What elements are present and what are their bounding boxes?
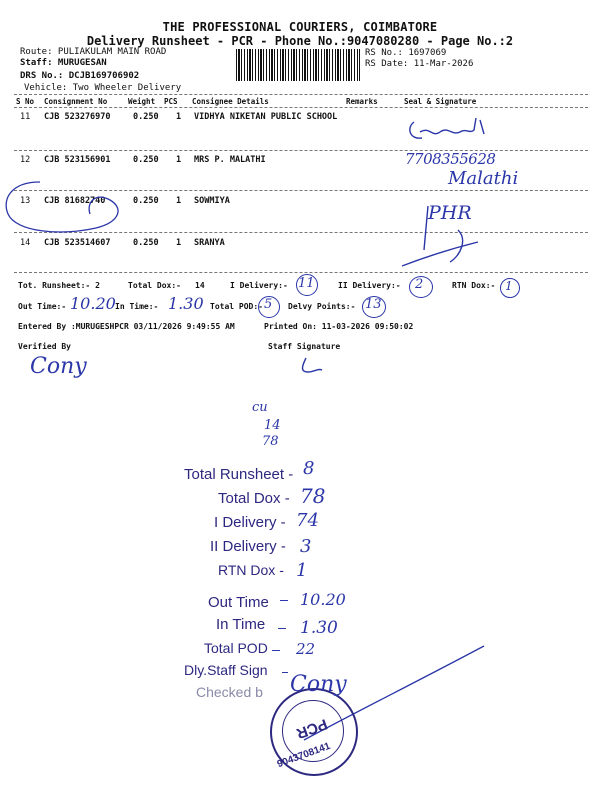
- row-11-pcs: 1: [176, 112, 182, 122]
- dash-mark: [272, 650, 280, 651]
- col-pcs: PCS: [164, 97, 178, 106]
- tally-78: 78: [262, 434, 279, 449]
- entered-by: Entered By :MURUGESHPCR 03/11/2026 9:49:55 AM: [18, 322, 235, 331]
- stamp-rtn-dox: RTN Dox -: [218, 562, 284, 578]
- stamp-checked-by: Checked b: [196, 684, 263, 700]
- col-remarks: Remarks: [346, 97, 378, 106]
- ii-delivery-value: 2: [415, 277, 424, 292]
- dash-mark: [280, 600, 288, 601]
- summary-in-time: 1.30: [300, 618, 338, 638]
- row-13-sno: 13: [20, 196, 31, 206]
- staff: Staff: MURUGESAN: [20, 58, 107, 68]
- stamp-ii-delivery: II Delivery -: [210, 538, 286, 555]
- tot-runsheet: Tot. Runsheet:- 2: [18, 281, 100, 290]
- rtn-dox-value: 1: [505, 279, 513, 293]
- total-pod-value: 5: [264, 297, 273, 312]
- row-13-consignment: CJB 81682740: [44, 196, 106, 206]
- staff-signature-label: Staff Signature: [268, 342, 341, 351]
- seal-number: 9043708141: [275, 740, 332, 771]
- col-weight: Weight: [128, 97, 156, 106]
- row-11-consignee: VIDHYA NIKETAN PUBLIC SCHOOL: [194, 112, 338, 122]
- rs-number: RS No.: 1697069: [365, 48, 447, 58]
- printed-on: Printed On: 11-03-2026 09:50:02: [264, 322, 414, 331]
- rtn-dox-label: RTN Dox:-: [452, 281, 496, 290]
- summary-out-time: 10.20: [300, 590, 346, 609]
- delvy-points-label: Delvy Points:-: [288, 302, 356, 311]
- stamp-total-pod: Total POD: [204, 640, 268, 656]
- summary-total-dox: 78: [300, 484, 326, 508]
- rs-date: RS Date: 11-Mar-2026: [365, 59, 474, 69]
- company-title: THE PROFESSIONAL COURIERS, COIMBATORE: [162, 20, 438, 34]
- signature-row-11: [400, 108, 520, 148]
- row-14-consignee: SRANYA: [194, 238, 225, 248]
- summary-total-pod: 22: [296, 640, 316, 658]
- row-11-consignment: CJB 523276970: [44, 112, 111, 122]
- row-13-pcs: 1: [176, 196, 182, 206]
- stamp-i-delivery: I Delivery -: [214, 514, 286, 531]
- route: Route: PULIAKULAM MAIN ROAD: [20, 47, 167, 57]
- total-dox-label: Total Dox:-: [128, 281, 181, 290]
- col-consignment: Consignment No: [44, 97, 108, 106]
- dash-mark: [282, 672, 288, 673]
- checked-signature: Cony: [290, 672, 347, 697]
- row-14-pcs: 1: [176, 238, 182, 248]
- row-divider: [14, 272, 588, 273]
- summary-i-delivery: 74: [296, 510, 319, 531]
- out-time-value: 10.20: [70, 294, 116, 313]
- row-12-consignee: MRS P. MALATHI: [194, 155, 266, 165]
- tally-14: 14: [264, 418, 281, 433]
- out-time-label: Out Time:-: [18, 302, 67, 311]
- signature-row-13: PHR: [428, 202, 472, 224]
- stamp-out-time: Out Time: [208, 594, 269, 611]
- row-12-consignment: CJB 523156901: [44, 155, 111, 165]
- row-13-consignee: SOWMIYA: [194, 196, 230, 206]
- runsheet-title: Delivery Runsheet - PCR - Phone No.:9047080280 - Page No.:2: [86, 34, 514, 48]
- row-11-weight: 0.250: [133, 112, 159, 122]
- seal-text: PCR: [294, 715, 330, 742]
- row-divider: [14, 150, 588, 151]
- row-12-weight: 0.250: [133, 155, 159, 165]
- row-14-weight: 0.250: [133, 238, 159, 248]
- stamp-total-dox: Total Dox -: [218, 490, 290, 507]
- vehicle: Vehicle: Two Wheeler Delivery: [24, 83, 182, 93]
- delvy-points-value: 13: [365, 297, 382, 312]
- verified-signature: Cony: [30, 354, 87, 379]
- row-12-pcs: 1: [176, 155, 182, 165]
- staff-signature-mark: [296, 356, 326, 376]
- summary-ii-delivery: 3: [300, 536, 312, 557]
- stamp-total-runsheet: Total Runsheet -: [184, 466, 294, 483]
- row-12-sno: 12: [20, 155, 31, 165]
- total-pod-label: Total POD:-: [210, 302, 263, 311]
- in-time-value: 1.30: [168, 294, 204, 313]
- i-delivery-label: I Delivery:-: [230, 281, 288, 290]
- total-dox-value: 14: [195, 281, 205, 290]
- drs-number: DRS No.: DCJB169706902: [20, 71, 140, 81]
- row-13-weight: 0.250: [133, 196, 159, 206]
- tally-cm: cu: [252, 400, 268, 415]
- dash-mark: [278, 628, 286, 629]
- verified-by-label: Verified By: [18, 342, 71, 351]
- stamp-in-time: In Time: [216, 616, 266, 633]
- col-consignee: Consignee Details: [192, 97, 269, 106]
- signature-row-12-name: Malathi: [448, 168, 519, 189]
- col-seal: Seal & Signature: [404, 97, 477, 106]
- in-time-label: In Time:-: [115, 302, 159, 311]
- signature-row-13-flourish: [398, 200, 488, 272]
- summary-total-runsheet: 8: [303, 458, 315, 479]
- row-13-circle-mark: [0, 178, 130, 238]
- row-14-consignment: CJB 523514607: [44, 238, 111, 248]
- header-divider-top: [14, 94, 588, 95]
- stamp-dly-staff-sign: Dly.Staff Sign: [184, 662, 268, 678]
- pcr-seal: [270, 688, 358, 776]
- signature-row-12-number: 7708355628: [405, 150, 496, 168]
- i-delivery-value: 11: [298, 276, 315, 291]
- ii-delivery-label: II Delivery:-: [338, 281, 401, 290]
- row-11-sno: 11: [20, 112, 31, 122]
- summary-rtn-dox: 1: [296, 560, 308, 581]
- row-14-sno: 14: [20, 238, 31, 248]
- col-sno: S No: [16, 97, 35, 106]
- barcode: [236, 49, 360, 81]
